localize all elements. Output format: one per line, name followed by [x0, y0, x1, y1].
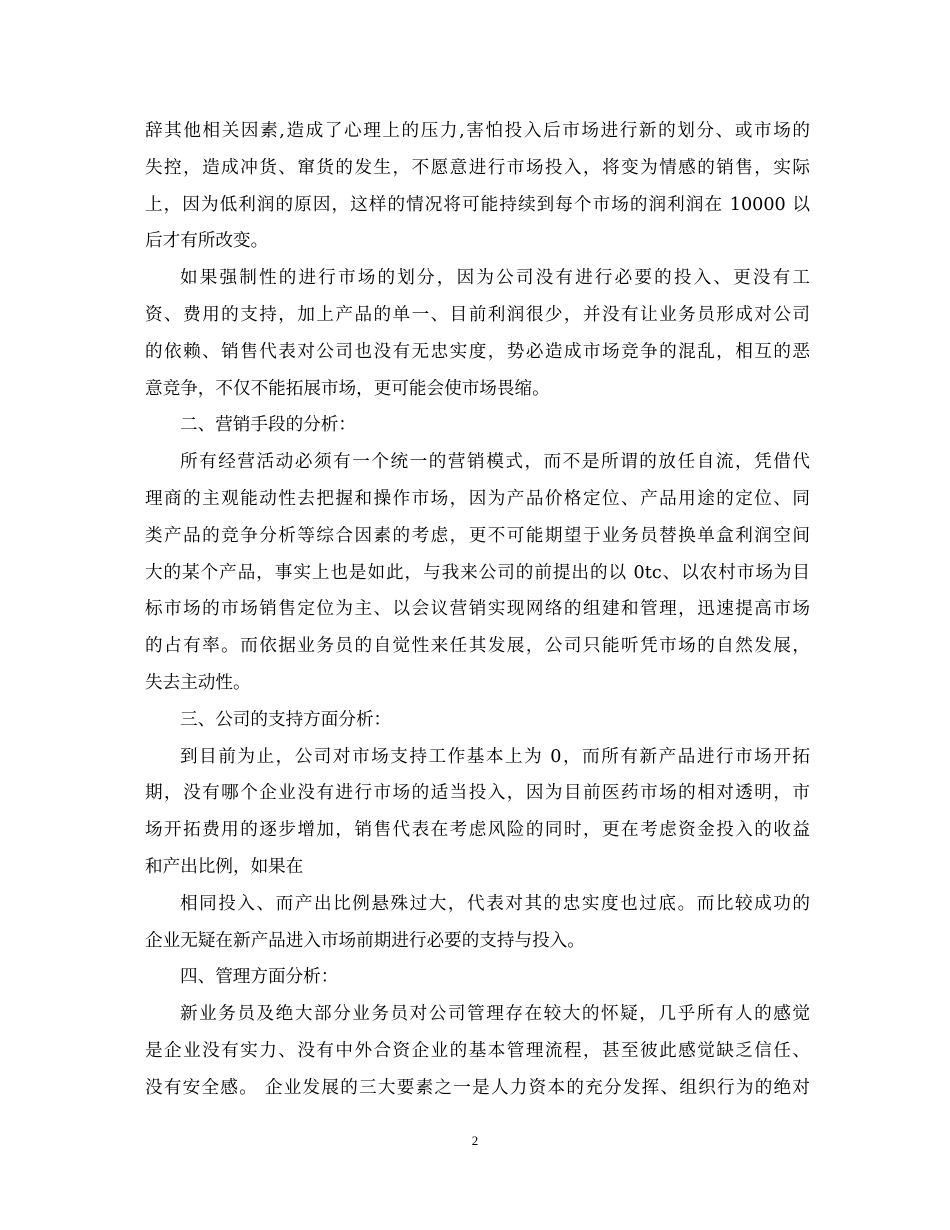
text-line: 的占有率。而依据业务员的自觉性来任其发展，公司只能听凭市场的自然发展，	[145, 636, 810, 657]
text-line: 相同投入、而产出比例悬殊过大，代表对其的忠实度也过底。而比较成功的	[180, 893, 810, 914]
text-line: 企业无疑在新产品进入市场前期进行必要的支持与投入。	[145, 930, 585, 951]
text-line: 资、费用的支持，加上产品的单一、目前利润很少，并没有让业务员形成对公司	[145, 304, 810, 325]
document-body	[145, 113, 810, 1107]
text-line: 类产品的竞争分析等综合因素的考虑，更不可能期望于业务员替换单盒利润空间	[145, 525, 810, 546]
text-line: 的依赖、销售代表对公司也没有无忠实度，势必造成市场竞争的混乱，相互的恶	[145, 341, 810, 362]
text-line: 新业务员及绝大部分业务员对公司管理存在较大的怀疑，几乎所有人的感觉	[180, 1004, 810, 1025]
text-line: 后才有所改变。	[145, 231, 269, 252]
text-line: 理商的主观能动性去把握和操作市场，因为产品价格定位、产品用途的定位、同	[145, 488, 810, 509]
text-line: 上，因为低利润的原因，这样的情况将可能持续到每个市场的润利润在 10000 以	[145, 194, 810, 215]
text-line: 大的某个产品，事实上也是如此，与我来公司的前提出的以 0tc、以农村市场为目	[145, 562, 810, 583]
text-line: 是企业没有实力、没有中外合资企业的基本管理流程，甚至彼此感觉缺乏信任、	[145, 1040, 810, 1061]
text-line: 辞其他相关因素,造成了心理上的压力,害怕投入后市场进行新的划分、或市场的	[145, 121, 810, 141]
text-line: 到目前为止，公司对市场支持工作基本上为 0，而所有新产品进行市场开拓	[180, 746, 810, 767]
text-line: 标市场的市场销售定位为主、以会议营销实现网络的组建和管理，迅速提高市场	[145, 599, 810, 620]
text-line: 失控，造成冲货、窜货的发生，不愿意进行市场投入，将变为情感的销售，实际	[145, 157, 810, 178]
section-heading: 三、公司的支持方面分析：	[180, 709, 392, 730]
text-line: 所有经营活动必须有一个统一的营销模式，而不是所谓的放任自流，凭借代	[180, 452, 810, 473]
text-line: 和产出比例，如果在	[145, 856, 304, 877]
page-number: 2	[471, 1133, 479, 1148]
section-heading: 二、营销手段的分析：	[180, 415, 356, 436]
text-line: 失去主动性。	[145, 672, 251, 693]
text-line: 期，没有哪个企业没有进行市场的适当投入，因为目前医药市场的相对透明，市	[145, 783, 810, 804]
text-line: 如果强制性的进行市场的划分，因为公司没有进行必要的投入、更没有工	[180, 268, 810, 289]
section-heading: 四、管理方面分析：	[180, 967, 339, 988]
text-line: 意竞争，不仅不能拓展市场，更可能会使市场畏缩。	[145, 378, 550, 399]
text-line: 没有安全感。 企业发展的三大要素之一是人力资本的充分发挥、组织行为的绝对	[145, 1077, 810, 1098]
text-line: 场开拓费用的逐步增加，销售代表在考虑风险的同时，更在考虑资金投入的收益	[145, 820, 810, 841]
